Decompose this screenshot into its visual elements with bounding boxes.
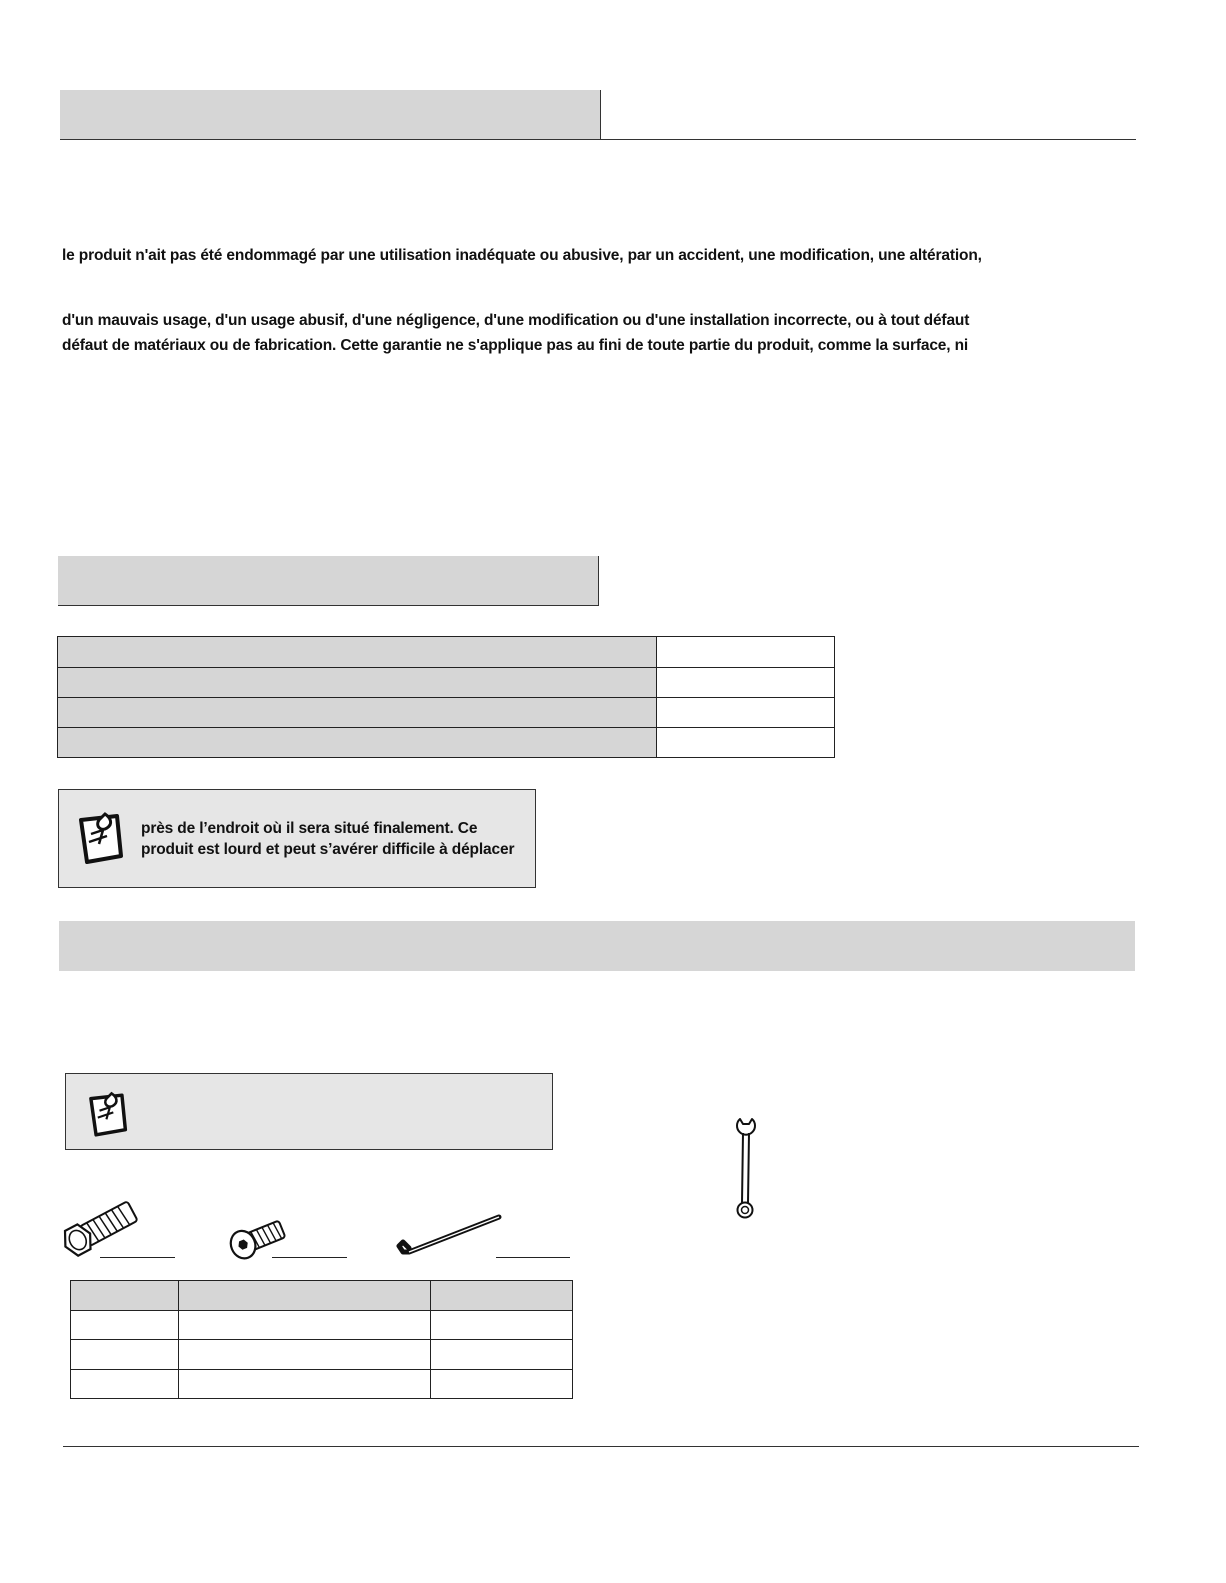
hardware-note-box (65, 1073, 553, 1150)
table-header-row (71, 1281, 573, 1311)
table-row (58, 637, 835, 668)
table-cell (58, 668, 657, 698)
hardware-table (70, 1280, 573, 1399)
table-row (58, 668, 835, 698)
warranty-text-line: le produit n'ait pas été endommagé par une utilisation inadéquate ou abusive, par un accident, une modification, une altération, (62, 247, 982, 264)
table-cell (58, 637, 657, 668)
table-cell (431, 1311, 573, 1340)
table-row (58, 728, 835, 758)
note-pin-icon (86, 1090, 132, 1140)
hardware-label-slot (100, 1257, 175, 1258)
table-cell (431, 1281, 573, 1311)
contents-header-band (59, 921, 1135, 971)
warranty-header-band (60, 90, 601, 140)
table-row (71, 1370, 573, 1399)
table-cell (179, 1281, 431, 1311)
table-cell (71, 1281, 179, 1311)
preinstall-header-band (58, 556, 599, 606)
table-cell (179, 1340, 431, 1370)
table-row (71, 1340, 573, 1370)
footer-rule (63, 1446, 1139, 1447)
allen-key-icon (395, 1212, 505, 1262)
table-cell (431, 1340, 573, 1370)
table-cell (657, 637, 835, 668)
table-cell (657, 698, 835, 728)
table-cell (657, 668, 835, 698)
hardware-label-slot (496, 1257, 570, 1258)
planning-table (57, 636, 835, 758)
assembly-note-box (58, 789, 536, 888)
table-cell (71, 1311, 179, 1340)
table-cell (657, 728, 835, 758)
table-cell (431, 1370, 573, 1399)
hex-bolt-icon (54, 1196, 144, 1266)
assembly-note-line: produit est lourd et peut s’avérer difficile à déplacer (141, 841, 515, 858)
table-cell (179, 1311, 431, 1340)
table-cell (58, 698, 657, 728)
warranty-text-line: défaut de matériaux ou de fabrication. Cette garantie ne s'applique pas au fini de toute partie du produit, comme la surface, ni (62, 337, 969, 354)
table-cell (71, 1340, 179, 1370)
table-cell (58, 728, 657, 758)
warranty-header-rule (60, 139, 1136, 140)
warranty-text-line: d'un mauvais usage, d'un usage abusif, d'une négligence, d'une modification ou d'une installation incorrecte, ou à tout défaut (62, 312, 970, 329)
note-pin-icon (77, 810, 127, 868)
assembly-note-line: près de l’endroit où il sera situé finalement. Ce (141, 820, 478, 837)
table-cell (179, 1370, 431, 1399)
table-row (58, 698, 835, 728)
hardware-label-slot (272, 1257, 347, 1258)
table-row (71, 1311, 573, 1340)
combination-wrench-icon (730, 1113, 760, 1221)
table-cell (71, 1370, 179, 1399)
